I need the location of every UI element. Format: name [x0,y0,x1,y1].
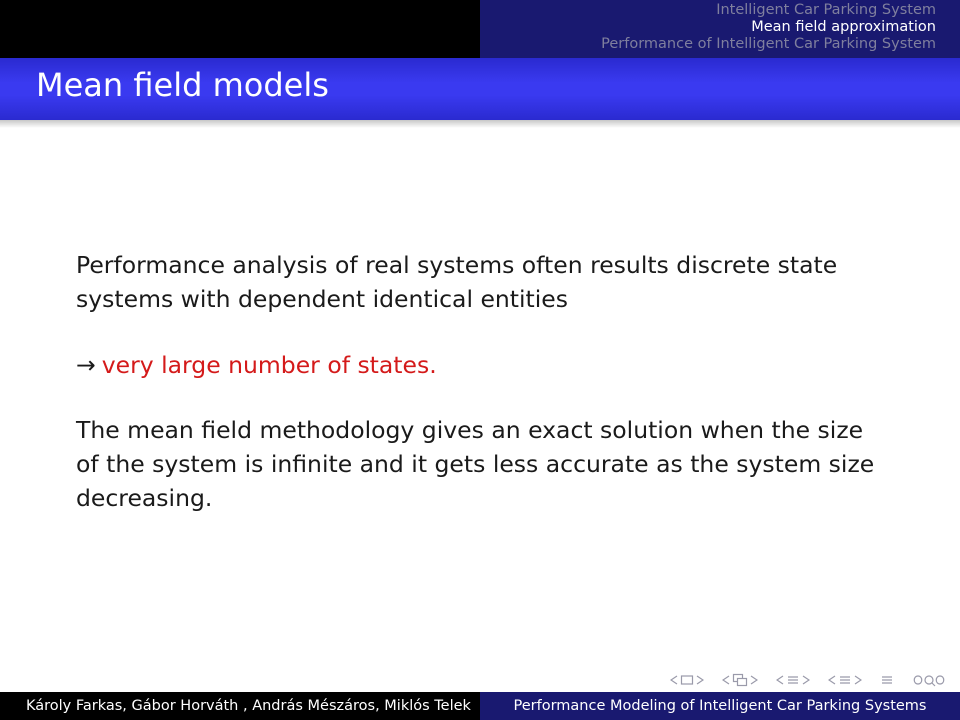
highlight-line [76,348,896,382]
footline-authors-panel [0,692,480,720]
headline-right-panel [480,0,960,58]
search-back-forward-icon[interactable] [912,673,946,687]
frame-title-shadow [0,120,960,128]
navigation-symbols [670,670,946,690]
nav-frame-group[interactable] [670,674,704,686]
right-arrow-icon: → [76,351,96,379]
paragraph-methodology-line-3: decreasing. [76,484,213,512]
nav-right-icon[interactable] [802,675,810,685]
nav-right-icon[interactable] [750,675,758,685]
footline-title-panel [480,692,960,720]
paragraph-intro-line-2: systems with dependent identical entities [76,285,568,313]
nav-right-icon[interactable] [854,675,862,685]
nav-left-icon[interactable] [828,675,836,685]
nav-right-icon[interactable] [696,675,704,685]
nav-subsection-current[interactable]: Mean field approximation [751,19,936,35]
nav-left-icon[interactable] [776,675,784,685]
paragraph-intro [76,248,896,316]
subsection-icon[interactable] [732,673,748,687]
footline [0,692,960,720]
nav-left-icon[interactable] [670,675,678,685]
footline-title: Performance Modeling of Intelligent Car Parking Systems [513,698,927,714]
paragraph-methodology [76,413,896,515]
frame-icon[interactable] [680,674,694,686]
nav-section-group[interactable] [776,674,810,686]
paragraph-methodology-line-1: The mean field methodology gives an exact solution when the size [76,416,864,444]
presentation-icon[interactable] [838,674,852,686]
frame-title: Mean field models [36,66,329,104]
highlight-text: very large number of states. [101,351,437,379]
nav-section-link[interactable]: Intelligent Car Parking System [716,2,936,18]
section-icon[interactable] [786,674,800,686]
footline-authors: Károly Farkas, Gábor Horváth , András Mészáros, Miklós Telek [26,698,471,714]
headline-bar [0,0,960,58]
paragraph-intro-line-1: Performance analysis of real systems often results discrete state [76,251,838,279]
paragraph-methodology-line-2: of the system is infinite and it gets less accurate as the system size [76,450,875,478]
nav-section-next-link[interactable]: Performance of Intelligent Car Parking System [601,36,936,52]
nav-subsection-group[interactable] [722,673,758,687]
nav-left-icon[interactable] [722,675,730,685]
headline-left-panel [0,0,480,58]
nav-presentation-group[interactable] [828,674,862,686]
appendix-icon[interactable] [880,674,894,686]
